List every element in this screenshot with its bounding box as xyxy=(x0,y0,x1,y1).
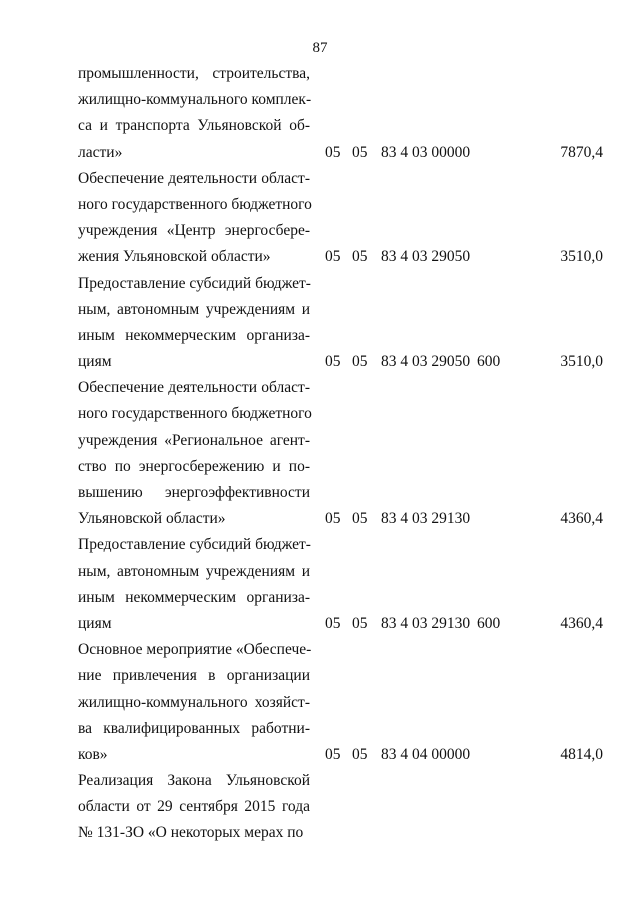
description-line: ным, автономным учреждениям и xyxy=(78,300,310,318)
description-line: ков» xyxy=(78,745,108,763)
amount-value: 4360,4 xyxy=(560,510,603,528)
row-codes xyxy=(0,742,640,768)
description-line: Реализация Закона Ульяновской xyxy=(78,772,310,790)
description-line: иным некоммерческим организа- xyxy=(78,326,310,344)
description-line: ва квалифицированных работни- xyxy=(78,719,310,737)
description-line: № 131-ЗО «О некоторых мерах по xyxy=(78,824,304,842)
description-line: ного государственного бюджетного xyxy=(78,195,312,213)
expense-type-code: 600 xyxy=(477,353,501,371)
description-line: вышению энергоэффективности xyxy=(78,484,310,501)
amount-value: 4360,4 xyxy=(560,614,603,632)
budget-table xyxy=(0,61,640,847)
table-row xyxy=(0,271,640,376)
row-codes xyxy=(0,140,640,166)
description-line: Обеспечение деятельности област- xyxy=(78,379,310,397)
description-line: ние привлечения в организации xyxy=(78,667,310,685)
target-article-code: 83 4 03 29130 xyxy=(381,510,471,528)
target-article-code: 83 4 04 00000 xyxy=(381,745,471,763)
table-row xyxy=(0,61,640,166)
target-article-code: 83 4 03 29050 xyxy=(381,353,471,371)
row-codes xyxy=(0,349,640,375)
subsection-code: 05 xyxy=(352,248,368,266)
amount-value: 3510,0 xyxy=(560,353,603,371)
row-codes xyxy=(0,506,640,532)
description-line: Ульяновской области» xyxy=(78,510,226,528)
description-line: жения Ульяновской области» xyxy=(78,248,271,266)
section-code: 05 xyxy=(325,353,341,371)
description-line: ласти» xyxy=(78,143,123,161)
target-article-code: 83 4 03 29130 xyxy=(381,614,471,632)
expense-type-code: 600 xyxy=(477,614,501,632)
description-line: Основное мероприятие «Обеспече- xyxy=(78,641,312,659)
section-code: 05 xyxy=(325,248,341,266)
description-line: Обеспечение деятельности област- xyxy=(78,169,310,187)
description-line: жилищно-коммунального комплек- xyxy=(78,91,312,109)
amount-value: 4814,0 xyxy=(560,745,603,763)
target-article-code: 83 4 03 29050 xyxy=(381,248,471,266)
table-row xyxy=(0,637,640,768)
description-line: Предоставление субсидий бюджет- xyxy=(78,536,311,554)
table-row xyxy=(0,166,640,271)
description-line: ным, автономным учреждениям и xyxy=(78,562,310,580)
subsection-code: 05 xyxy=(352,143,368,161)
subsection-code: 05 xyxy=(352,614,368,632)
subsection-code: 05 xyxy=(352,510,368,528)
subsection-code: 05 xyxy=(352,745,368,763)
section-code: 05 xyxy=(325,745,341,763)
subsection-code: 05 xyxy=(352,353,368,371)
description-line: ного государственного бюджетного xyxy=(78,405,312,423)
amount-value: 3510,0 xyxy=(560,248,603,266)
table-row xyxy=(0,375,640,532)
description-line: ство по энергосбережению и по- xyxy=(78,457,310,475)
section-code: 05 xyxy=(325,510,341,528)
description-line: циям xyxy=(78,614,112,632)
page-number: 87 xyxy=(312,40,328,56)
amount-value: 7870,4 xyxy=(560,143,603,161)
row-codes xyxy=(0,611,640,637)
section-code: 05 xyxy=(325,143,341,161)
description-line: са и транспорта Ульяновской об- xyxy=(78,117,310,135)
target-article-code: 83 4 03 00000 xyxy=(381,143,471,161)
row-codes xyxy=(0,244,640,270)
description-line: жилищно-коммунального хозяйст- xyxy=(78,693,310,711)
description-line: учреждения «Центр энергосбере- xyxy=(78,222,310,240)
table-row xyxy=(0,532,640,637)
description-line: иным некоммерческим организа- xyxy=(78,588,310,606)
description-line: промышленности, строительства, xyxy=(78,65,310,82)
description-line: учреждения «Региональное агент- xyxy=(78,431,310,449)
description-line: области от 29 сентября 2015 года xyxy=(78,798,310,816)
row-description xyxy=(78,768,310,847)
table-row xyxy=(0,768,640,847)
description-line: циям xyxy=(78,353,112,371)
section-code: 05 xyxy=(325,614,341,632)
description-line: Предоставление субсидий бюджет- xyxy=(78,274,311,292)
